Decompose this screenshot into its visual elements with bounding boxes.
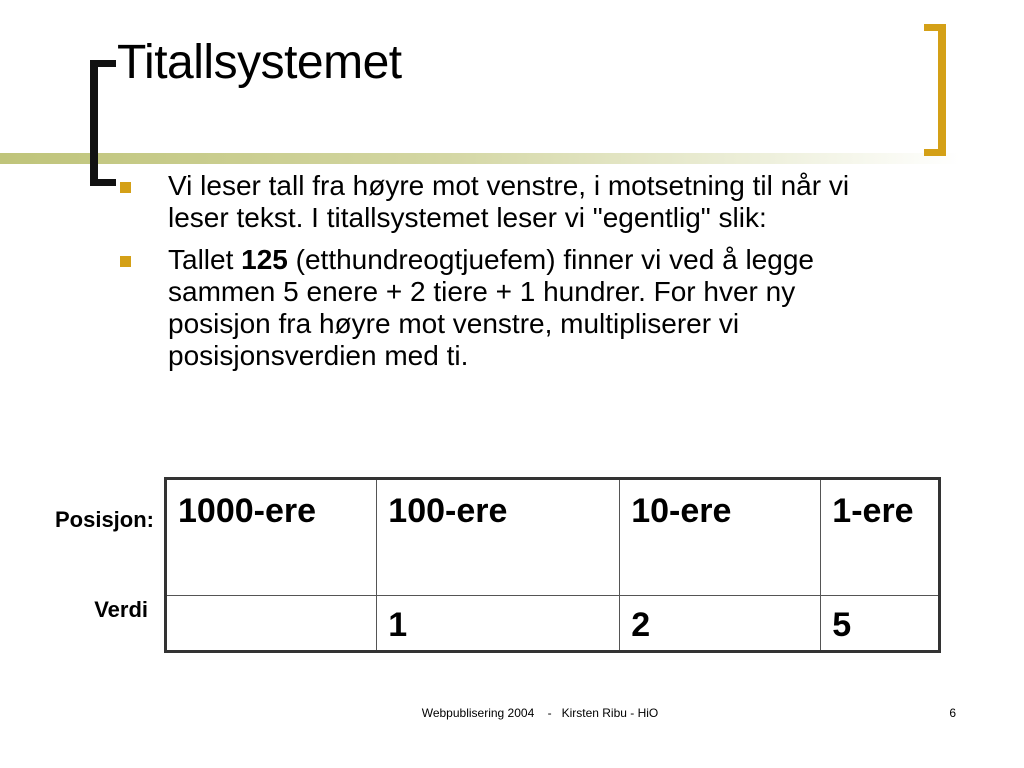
left-bracket-top bbox=[90, 60, 116, 67]
page-number: 6 bbox=[949, 706, 956, 720]
bullet-text-1: Vi leser tall fra høyre mot venstre, i motsetning til når vi leser tekst. I titallsystemet leser vi "egentlig" slik: bbox=[168, 170, 850, 233]
cell-position-hundreds: 100-ere bbox=[377, 479, 620, 596]
right-bracket-bottom bbox=[924, 149, 946, 156]
left-bracket-vertical bbox=[90, 60, 98, 186]
cell-value-hundreds: 1 bbox=[377, 595, 620, 651]
square-bullet-icon bbox=[120, 182, 131, 193]
bullet-text-2-suffix: (etthundreogtjuefem) finner vi ved å legge sammen 5 enere + 2 tiere + 1 hundrer. For hver ny posisjon fra høyre mot venstre, multipliserer vi posisjonsverdien med ti. bbox=[168, 244, 814, 371]
cell-position-thousands: 1000-ere bbox=[166, 479, 377, 596]
position-value-table bbox=[164, 477, 941, 653]
bullet-item-1 bbox=[118, 170, 878, 234]
cell-value-ones: 5 bbox=[821, 595, 940, 651]
cell-value-thousands bbox=[166, 595, 377, 651]
slide-title: Titallsystemet bbox=[117, 36, 402, 89]
table-row-values bbox=[166, 595, 940, 651]
table-row-positions bbox=[166, 479, 940, 596]
row-label-position: Posisjon: bbox=[54, 507, 154, 532]
bullet-item-2 bbox=[118, 244, 878, 372]
row-label-value: Verdi bbox=[94, 597, 148, 622]
bullet-text-2-prefix: Tallet bbox=[168, 244, 242, 275]
cell-value-tens: 2 bbox=[620, 595, 821, 651]
left-bracket-bottom bbox=[90, 179, 116, 186]
cell-position-tens: 10-ere bbox=[620, 479, 821, 596]
cell-position-ones: 1-ere bbox=[821, 479, 940, 596]
square-bullet-icon bbox=[120, 256, 131, 267]
bullet-text-2-bold-number: 125 bbox=[241, 244, 288, 275]
right-bracket-vertical bbox=[938, 24, 946, 156]
title-decoration-bar bbox=[0, 153, 960, 164]
bullet-list bbox=[118, 170, 878, 382]
footer-text: Webpublisering 2004 - Kirsten Ribu - HiO bbox=[421, 706, 659, 720]
right-bracket-top bbox=[924, 24, 946, 31]
